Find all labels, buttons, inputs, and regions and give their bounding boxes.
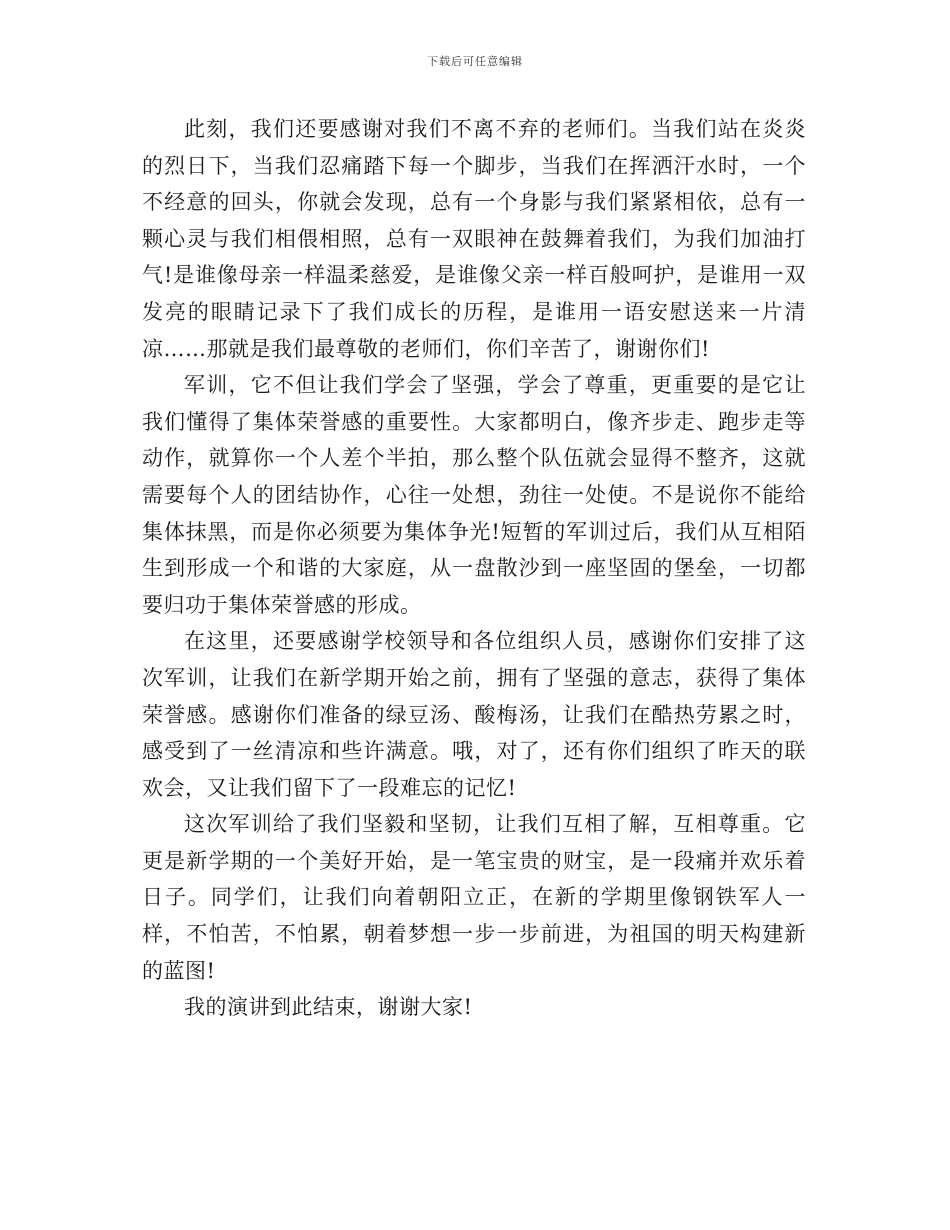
paragraph-new-semester: 这次军训给了我们坚毅和坚韧，让我们互相了解，互相尊重。它更是新学期的一个美好开始，是一笔宝贵的财宝，是一段痛并欢乐着日子。同学们，让我们向着朝阳立正，在新的学期里像钢铁军人一样，不怕苦，不怕累，朝着梦想一步一步前进，为祖国的明天构建新的蓝图!	[142, 812, 806, 983]
paragraph-teachers-thanks: 此刻，我们还要感谢对我们不离不弃的老师们。当我们站在炎炎的烈日下，当我们忍痛踏下每一个脚步，当我们在挥洒汗水时，一个不经意的回头，你就会发现，总有一个身影与我们紧紧相依，总有一颗心灵与我们相偎相照，总有一双眼神在鼓舞着我们，为我们加油打气!是谁像母亲一样温柔慈爱，是谁像父亲一样百般呵护，是谁用一双发亮的眼睛记录下了我们成长的历程，是谁用一语安慰送来一片清凉……那就是我们最尊敬的老师们，你们辛苦了，谢谢你们!	[142, 117, 806, 361]
paragraph-collective-honor: 军训，它不但让我们学会了坚强，学会了尊重，更重要的是它让我们懂得了集体荣誉感的重要性。大家都明白，像齐步走、跑步走等动作，就算你一个人差个半拍，那么整个队伍就会显得不整齐，这就需要每个人的团结协作，心往一处想，劲往一处使。不是说你不能给集体抹黑，而是你必须要为集体争光!短暂的军训过后，我们从互相陌生到形成一个和谐的大家庭，从一盘散沙到一座坚固的堡垒，一切都要归功于集体荣誉感的形成。	[142, 373, 806, 617]
paragraph-closing: 我的演讲到此结束，谢谢大家!	[184, 995, 473, 1020]
document-body	[142, 111, 806, 1026]
page-header: 下载后可任意编辑	[427, 55, 523, 68]
paragraph-school-leaders-thanks: 在这里，还要感谢学校领导和各位组织人员，感谢你们安排了这次军训，让我们在新学期开始之前，拥有了坚强的意志，获得了集体荣誉感。感谢你们准备的绿豆汤、酸梅汤，让我们在酷热劳累之时，感受到了一丝清凉和些许满意。哦，对了，还有你们组织了昨天的联欢会，又让我们留下了一段难忘的记忆!	[142, 629, 806, 800]
